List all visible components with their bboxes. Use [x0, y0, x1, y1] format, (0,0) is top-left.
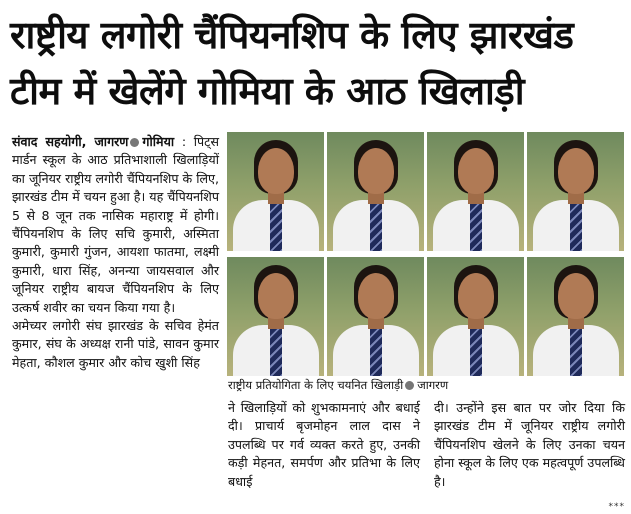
article-paragraph-1: : पिट्स मार्डन स्कूल के आठ प्रतिभाशाली खिलाड़ियों का जूनियर राष्ट्रीय लगोरी चैंपियनशिप के लिए, झारखंड टीम में चयन हुआ है। यह चैंपियनशिप 5 से 8 जून तक नासिक महाराष्ट्र में होगी। चैंपियनशिप के लिए सचि कुमारी, अस्मिता कुमारी, कुमारी गुंजन, आयशा फातमा, लक्ष्मी कुमारी, धारा सिंह, अनन्या जायसवाल और जूनियर राष्ट्रीय बायज चैंपियनशिप के लिए उत्कर्ष शवीर का चयन किया गया है।	[12, 134, 219, 315]
byline-reporter: संवाद सहयोगी, जागरण	[12, 134, 129, 149]
article-column-right	[434, 399, 625, 491]
bullet-dot-icon	[130, 138, 139, 147]
photo-caption-source: जागरण	[417, 378, 449, 392]
player-photo	[427, 257, 524, 376]
player-photo	[327, 132, 424, 251]
article-paragraph-3: ने खिलाड़ियों को शुभकामनाएं और बधाई दी। प्राचार्य बृजमोहन लाल दास ने उपलब्धि पर गर्व व्यक्त करते हुए, उनकी कड़ी मेहनत, समर्पण और प्रतिभा के लिए बधाई	[228, 400, 420, 489]
article-column-middle	[228, 399, 420, 491]
player-photo	[427, 132, 524, 251]
headline-line-1: राष्ट्रीय लगोरी चैंपियनशिप के लिए झारखंड	[10, 13, 574, 57]
player-photo	[327, 257, 424, 376]
article-paragraph-4: दी। उन्होंने इस बात पर जोर दिया कि झारखंड टीम में जूनियर राष्ट्रीय लगोरी चैंपियनशिप खेलने के लिए उनका चयन होना स्कूल के लिए एक महत्वपूर्ण उपलब्धि है।	[434, 400, 625, 489]
article-paragraph-2: अमेच्यर लगोरी संघ झारखंड के सचिव हेमंत कुमार, संघ के अध्यक्ष रानी पांडे, सावन कुमार मेहता, कौशल कुमार और कोच खुशी सिंह	[12, 318, 219, 370]
photo-caption-text: राष्ट्रीय प्रतियोगिता के लिए चयनित खिलाड़ी	[228, 378, 404, 392]
player-photo	[227, 257, 324, 376]
bullet-dot-icon	[405, 381, 414, 390]
article-end-mark: ***	[608, 502, 625, 512]
player-photo	[527, 132, 624, 251]
player-photo	[227, 132, 324, 251]
headline-line-2: टीम में खेलेंगे गोमिया के आठ खिलाड़ी	[10, 69, 525, 113]
photo-caption	[228, 378, 624, 392]
byline-place: गोमिया	[142, 134, 175, 149]
player-photo	[527, 257, 624, 376]
article-column-left	[12, 133, 219, 372]
player-photo-grid	[227, 132, 625, 376]
